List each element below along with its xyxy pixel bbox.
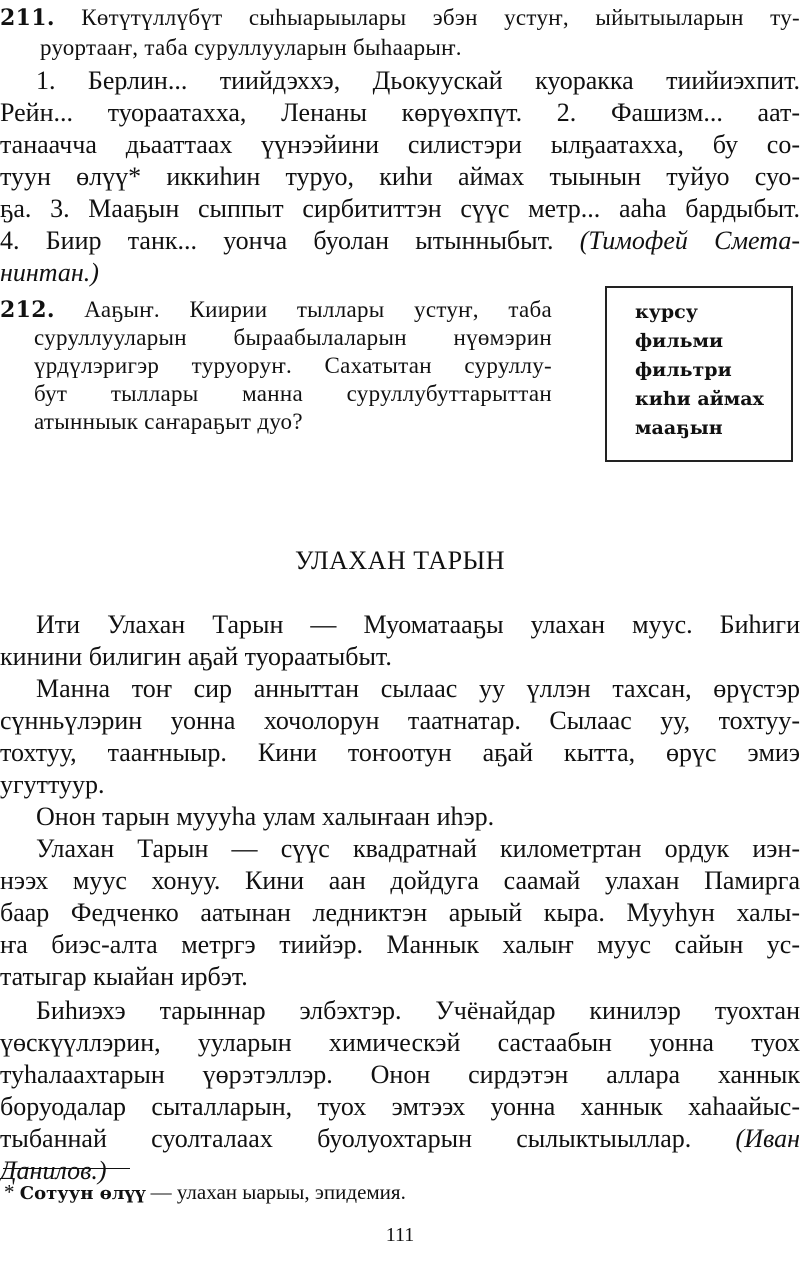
exercise-211-instruction-line-2: руортааҥ, таба суруллууларын быһаарыҥ. [40, 35, 462, 60]
text-line: сүнньүлэрин уонна хочолорун таатнатар. Сылаас уу, тохтуу- [0, 706, 800, 735]
exercise-211-text-line: ҕа. 3. Мааҕын сыппыт сирбититтэн сүүс метр... ааһа бардыбыт. [0, 194, 800, 223]
text-line: туһалаахтарын үөрэтэллэр. Онон сирдэтэн аллара ханнык [0, 1060, 800, 1089]
word-box-item: фильтри [635, 359, 732, 381]
footnote [4, 1180, 406, 1205]
exercise-212-line-1: 212. Ааҕыҥ. Киирии тыллары устуҥ, таба [0, 297, 552, 323]
attribution: (Иван [735, 1124, 800, 1153]
text-line: боруодалар сыталларын, туох эмтээх уонна ханнык хаһаайыс- [0, 1092, 800, 1121]
page-number: 111 [385, 1224, 415, 1246]
text-line: угуттуур. [0, 770, 105, 799]
text-line: Биһиэхэ тарыннар элбэхтэр. Учёнайдар кинилэр туохтан [36, 996, 800, 1025]
exercise-211-text-line: 1. Берлин... тиийдэххэ, Дьокуускай куоракка тиийиэхпит. [36, 66, 800, 95]
footnote-divider [3, 1168, 130, 1169]
word-box-item: мааҕын [635, 417, 723, 439]
exercise-number: 211. [0, 5, 55, 31]
attribution-continued: нинтан.) [0, 258, 99, 287]
text-line: Ити Улахан Тарын — Муоматааҕы улахан муус. Биһиги [36, 610, 800, 639]
text-line: тыбаннай суолталаах буолуохтарын сылыктыыллар. (Иван [0, 1124, 800, 1153]
exercise-212-line: үрдүлэригэр туруоруҥ. Сахатытан суруллу- [34, 353, 552, 378]
text-line: тохтуу, тааҥныыр. Кини тоҥоотун аҕай кытта, өрүс эмиэ [0, 738, 800, 767]
exercise-212-line: бут тыллары манна суруллубуттарыттан [34, 381, 552, 406]
footnote-definition: — улахан ыарыы, эпидемия. [150, 1180, 406, 1204]
text-line: ҥа биэс-алта метргэ тиийэр. Маннык халыҥ муус сайын ус- [0, 930, 800, 959]
word-box-item: фильми [635, 330, 724, 352]
exercise-212-line: атынныык саҥараҕыт дуо? [34, 409, 303, 434]
word-box-item: киһи аймах [635, 388, 764, 410]
exercise-211-instruction-line-1: 211. Көтүтүллүбүт сыһыарыылары эбэн устуҥ, ыйытыыларын ту- [0, 5, 800, 31]
word-box [605, 286, 793, 462]
exercise-212-line: суруллууларын быраабылаларын нүөмэрин [34, 325, 552, 350]
text-line: Манна тоҥ сир анныттан сылаас уу үллэн тахсан, өрүстэр [36, 674, 800, 703]
text-title: УЛАХАН ТАРЫН [295, 546, 505, 575]
text-line: үөскүүллэрин, ууларын химическэй састаабын уонна туох [0, 1028, 800, 1057]
exercise-211-text-line: Рейн... туораатахха, Ленаны көрүөхпүт. 2. Фашизм... аат- [0, 98, 800, 127]
text-line: кинини билигин аҕай туораатыбыт. [0, 642, 392, 671]
text-line: Улахан Тарын — сүүс квадратнай километртан ордук иэн- [36, 834, 800, 863]
text-line: Онон тарын муууһа улам халыҥаан иһэр. [36, 802, 495, 831]
attribution: (Тимофей Смета- [579, 226, 800, 255]
exercise-number: 212. [0, 297, 55, 323]
exercise-211-text-line: танаачча дьааттаах үүнээйини силистэри ылҕаатахха, бу со- [0, 130, 800, 159]
word-box-item: курсу [635, 301, 698, 323]
footnote-marker: * [4, 1180, 15, 1204]
text-line: баар Федченко аатынан ледниктэн арыый кыра. Мууһун халы- [0, 898, 800, 927]
exercise-211-text-line: 4. Биир танк... уонча буолан ытынныбыт. (Тимофей Смета- [0, 226, 800, 255]
text-line: татыгар кыайан ирбэт. [0, 962, 248, 991]
text-line: нээх муус хонуу. Кини аан дойдуга саамай улахан Памирга [0, 866, 800, 895]
attribution-danilov: Данилов.) [0, 1156, 107, 1185]
exercise-211-text-line: туун өлүү* иккиһин туруо, киһи аймах тыынын туйуо суо- [0, 162, 800, 191]
footnote-term: Сотуун өлүү [19, 1183, 146, 1204]
